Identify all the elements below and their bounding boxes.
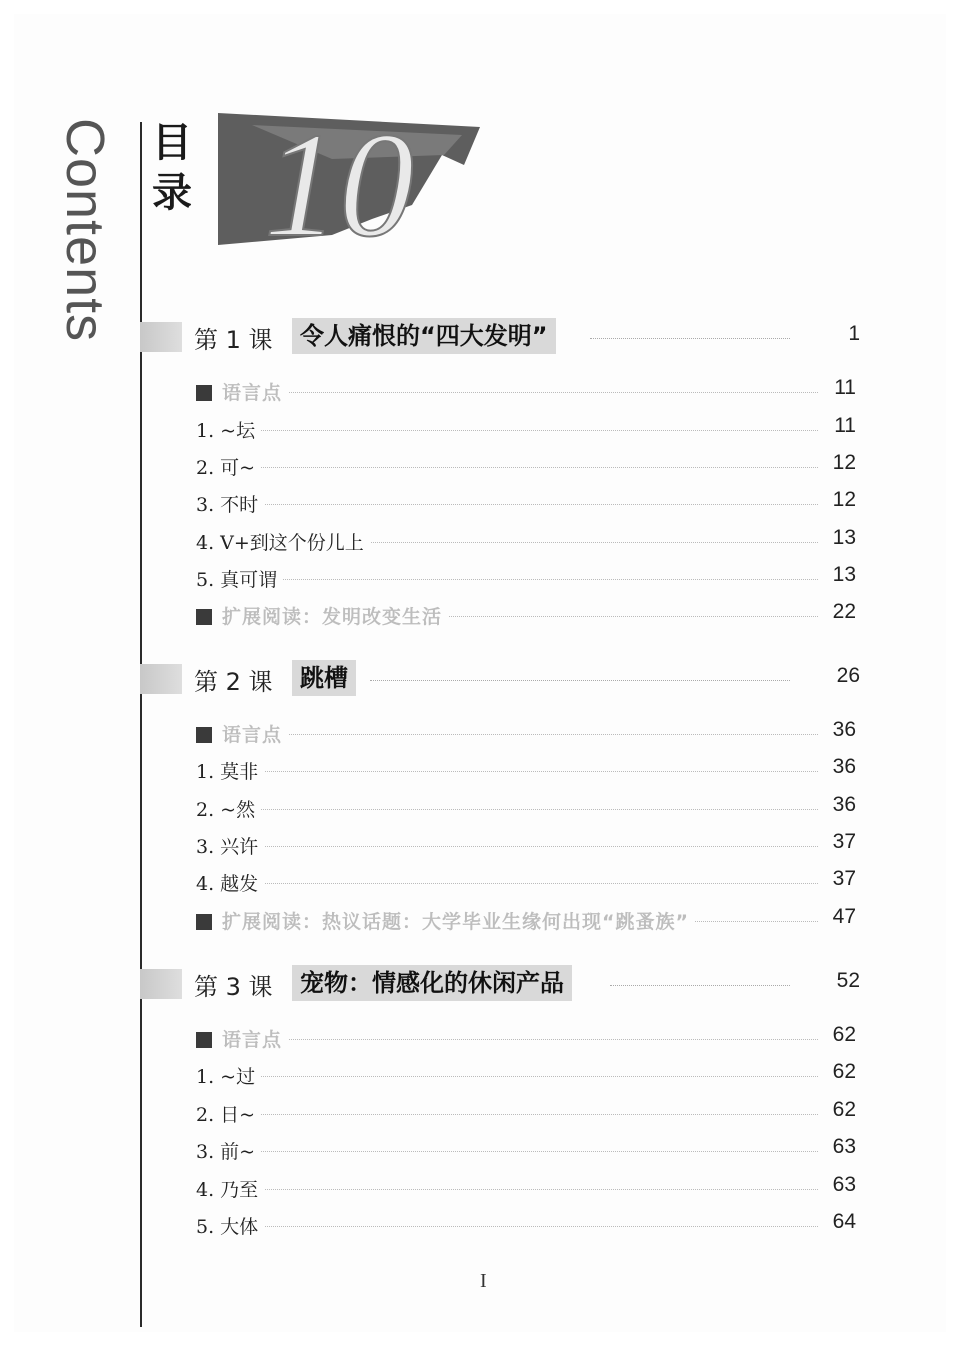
page-number: 36: [829, 755, 856, 779]
toc-entry[interactable]: [196, 526, 856, 554]
entry-text: 5. 真可谓: [196, 565, 283, 592]
toc-entry[interactable]: [196, 1060, 856, 1088]
entry-label: 语言点: [222, 1029, 283, 1051]
entry-text: 4. 乃至: [196, 1175, 264, 1202]
page-number: 1: [848, 322, 860, 345]
page-title: [152, 118, 192, 218]
square-bullet-icon: [196, 727, 212, 743]
square-bullet-icon: [196, 609, 212, 625]
footer-page-number: I: [480, 1270, 487, 1292]
entry-text: [196, 720, 288, 747]
toc-entry[interactable]: [196, 1210, 856, 1238]
dotted-leader: [196, 579, 818, 580]
page-number: 63: [829, 1135, 856, 1159]
dotted-leader: [196, 1151, 818, 1152]
lesson-title: 跳槽: [292, 660, 356, 696]
entry-text: 2. 可~: [196, 453, 261, 480]
lesson-2-header[interactable]: [140, 660, 860, 698]
page-number: 62: [829, 1023, 856, 1047]
entry-text: 1. ~过: [196, 1062, 261, 1089]
dotted-leader: [196, 1076, 818, 1077]
lesson-marker-bar: [140, 664, 182, 694]
toc-entry[interactable]: [196, 1173, 856, 1201]
square-bullet-icon: [196, 914, 212, 930]
entry-text: [196, 1025, 288, 1052]
page-number: 37: [829, 867, 856, 891]
page-number: 11: [830, 414, 856, 438]
entry-text: 1. ~坛: [196, 416, 261, 443]
dotted-leader: [196, 846, 818, 847]
lesson-title: 宠物：情感化的休闲产品: [292, 965, 572, 1001]
page-number: 26: [836, 664, 860, 687]
lesson-number: 第 2 课: [194, 668, 273, 696]
toc-entry-extended-reading[interactable]: [196, 600, 856, 628]
page-number: 13: [829, 563, 856, 587]
page-number: 52: [836, 969, 860, 992]
entry-text: [196, 907, 695, 934]
dotted-leader: [610, 985, 790, 986]
square-bullet-icon: [196, 385, 212, 401]
page-number: 11: [830, 376, 856, 400]
entry-label: 扩展阅读：发明改变生活: [222, 606, 443, 628]
toc-entry-grammar-points[interactable]: [196, 718, 856, 746]
toc-entry[interactable]: [196, 755, 856, 783]
logo-number-text: 10: [264, 102, 414, 268]
entry-text: [196, 378, 288, 405]
toc-entry[interactable]: [196, 451, 856, 479]
dotted-leader: [196, 1189, 818, 1190]
entry-text: [196, 602, 448, 629]
entry-text: 2. 日~: [196, 1100, 261, 1127]
page-number: 12: [829, 451, 856, 475]
square-bullet-icon: [196, 1032, 212, 1048]
dotted-leader: [196, 734, 818, 735]
page-number: 22: [829, 600, 856, 624]
entry-text: 5. 大体: [196, 1212, 264, 1239]
toc-entry[interactable]: [196, 563, 856, 591]
entry-text: 3. 兴许: [196, 832, 264, 859]
lesson-marker-bar: [140, 969, 182, 999]
dotted-leader: [196, 1114, 818, 1115]
page-number: 47: [829, 905, 856, 929]
toc-entry[interactable]: [196, 414, 856, 442]
dotted-leader: [196, 504, 818, 505]
toc-entry[interactable]: [196, 488, 856, 516]
entry-text: 3. 不时: [196, 490, 264, 517]
lesson-3-header[interactable]: [140, 965, 860, 1003]
entry-label: 语言点: [222, 382, 283, 404]
lesson-number: 第 1 课: [194, 326, 273, 354]
dotted-leader: [370, 680, 790, 681]
page-number: 62: [829, 1060, 856, 1084]
page-number: 37: [829, 830, 856, 854]
dotted-leader: [590, 338, 790, 339]
lesson-title: 令人痛恨的“四大发明”: [292, 318, 556, 354]
toc-entry-grammar-points[interactable]: [196, 376, 856, 404]
page-title-line-1: 目: [152, 120, 192, 166]
toc-entry[interactable]: [196, 793, 856, 821]
dotted-leader: [196, 883, 818, 884]
book-number-logo: [212, 95, 492, 275]
entry-text: 2. ~然: [196, 795, 261, 822]
dotted-leader: [196, 771, 818, 772]
toc-entry[interactable]: [196, 1135, 856, 1163]
page-number: 36: [829, 718, 856, 742]
dotted-leader: [196, 1039, 818, 1040]
vertical-divider-line: [140, 122, 142, 1327]
entry-text: 4. 越发: [196, 869, 264, 896]
toc-entry[interactable]: [196, 867, 856, 895]
toc-entry[interactable]: [196, 830, 856, 858]
side-label-contents: Contents: [55, 118, 115, 343]
page-number: 63: [829, 1173, 856, 1197]
entry-text: 3. 前~: [196, 1137, 261, 1164]
toc-entry[interactable]: [196, 1098, 856, 1126]
dotted-leader: [196, 392, 818, 393]
dotted-leader: [196, 809, 818, 810]
lesson-1-header[interactable]: [140, 318, 860, 356]
toc-entry-grammar-points[interactable]: [196, 1023, 856, 1051]
entry-text: 4. V+到这个份儿上: [196, 528, 370, 555]
dotted-leader: [196, 430, 818, 431]
entry-label: 语言点: [222, 724, 283, 746]
page-number: 62: [829, 1098, 856, 1122]
lesson-number: 第 3 课: [194, 973, 273, 1001]
page-number: 36: [829, 793, 856, 817]
dotted-leader: [196, 467, 818, 468]
page-number: 13: [829, 526, 856, 550]
page-number: 12: [829, 488, 856, 512]
page-number: 64: [829, 1210, 856, 1234]
page-title-line-2: 录: [152, 170, 192, 216]
entry-text: 1. 莫非: [196, 757, 264, 784]
entry-label: 扩展阅读：热议话题：大学毕业生缘何出现“跳蚤族”: [222, 911, 689, 933]
lesson-marker-bar: [140, 322, 182, 352]
dotted-leader: [196, 1226, 818, 1227]
toc-entry-extended-reading[interactable]: [196, 905, 856, 933]
